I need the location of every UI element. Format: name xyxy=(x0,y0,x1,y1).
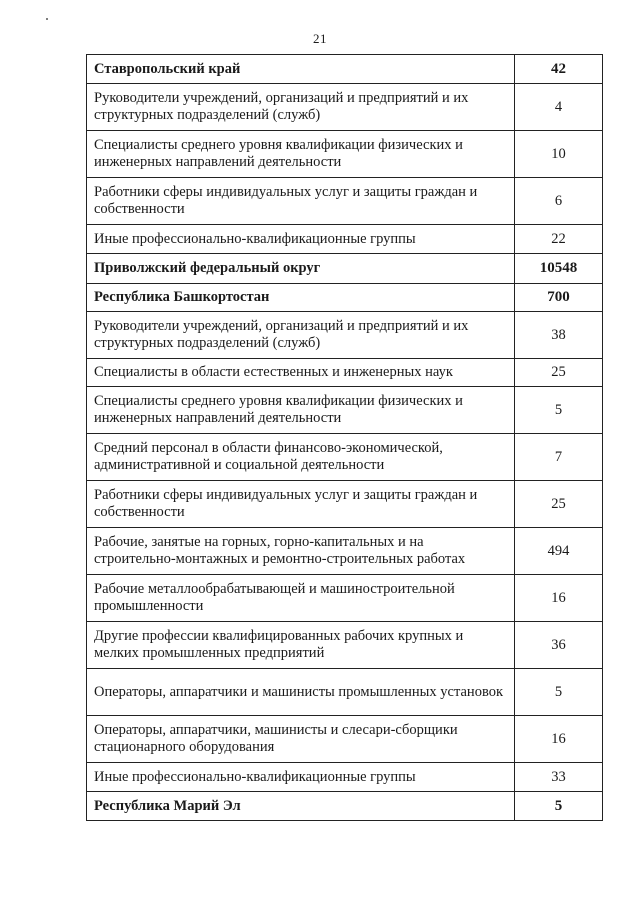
row-name: Другие профессии квалифицированных рабочих крупных и мелких промышленных предприятий xyxy=(87,622,515,669)
row-value: 25 xyxy=(515,359,603,387)
row-name: Иные профессионально-квалификационные группы xyxy=(87,225,515,254)
quota-table xyxy=(86,54,603,821)
row-name: Операторы, аппаратчики и машинисты промышленных установок xyxy=(87,669,515,716)
page-number: 21 xyxy=(313,31,327,46)
row-name: Средний персонал в области финансово-экономической, административной и социальной деятельности xyxy=(87,434,515,481)
row-value: 7 xyxy=(515,434,603,481)
row-name: Работники сферы индивидуальных услуг и защиты граждан и собственности xyxy=(87,178,515,225)
table-row xyxy=(87,716,603,763)
table-row xyxy=(87,55,603,84)
scan-speck xyxy=(46,18,48,20)
table-row xyxy=(87,792,603,821)
row-name: Рабочие, занятые на горных, горно-капитальных и на строительно-монтажных и ремонтно-строительных работах xyxy=(87,528,515,575)
row-value: 5 xyxy=(515,792,603,821)
row-name: Работники сферы индивидуальных услуг и защиты граждан и собственности xyxy=(87,481,515,528)
row-value: 36 xyxy=(515,622,603,669)
row-value: 4 xyxy=(515,84,603,131)
row-name: Руководители учреждений, организаций и предприятий и их структурных подразделений (служб) xyxy=(87,84,515,131)
row-value: 22 xyxy=(515,225,603,254)
table-row xyxy=(87,312,603,359)
table-row xyxy=(87,284,603,312)
row-name: Рабочие металлообрабатывающей и машиностроительной промышленности xyxy=(87,575,515,622)
row-value: 42 xyxy=(515,55,603,84)
row-value: 5 xyxy=(515,387,603,434)
row-value: 25 xyxy=(515,481,603,528)
row-name: Республика Марий Эл xyxy=(87,792,515,821)
row-value: 33 xyxy=(515,763,603,792)
row-value: 494 xyxy=(515,528,603,575)
row-value: 10548 xyxy=(515,254,603,284)
row-value: 16 xyxy=(515,575,603,622)
row-name: Руководители учреждений, организаций и предприятий и их структурных подразделений (служб) xyxy=(87,312,515,359)
table-row xyxy=(87,528,603,575)
row-value: 6 xyxy=(515,178,603,225)
row-name: Республика Башкортостан xyxy=(87,284,515,312)
table-row xyxy=(87,225,603,254)
table-row xyxy=(87,669,603,716)
table-row xyxy=(87,387,603,434)
row-value: 16 xyxy=(515,716,603,763)
row-name: Специалисты среднего уровня квалификации физических и инженерных направлений деятельности xyxy=(87,387,515,434)
table-row xyxy=(87,622,603,669)
row-name: Иные профессионально-квалификационные группы xyxy=(87,763,515,792)
table-row xyxy=(87,178,603,225)
row-name: Специалисты среднего уровня квалификации физических и инженерных направлений деятельности xyxy=(87,131,515,178)
table-row xyxy=(87,254,603,284)
row-value: 5 xyxy=(515,669,603,716)
row-name: Ставропольский край xyxy=(87,55,515,84)
row-name: Операторы, аппаратчики, машинисты и слесари-сборщики стационарного оборудования xyxy=(87,716,515,763)
table-row xyxy=(87,763,603,792)
table-row xyxy=(87,434,603,481)
table-row xyxy=(87,131,603,178)
table-row xyxy=(87,84,603,131)
row-name: Приволжский федеральный округ xyxy=(87,254,515,284)
table-row xyxy=(87,575,603,622)
table-row xyxy=(87,359,603,387)
row-value: 10 xyxy=(515,131,603,178)
row-value: 700 xyxy=(515,284,603,312)
row-value: 38 xyxy=(515,312,603,359)
row-name: Специалисты в области естественных и инженерных наук xyxy=(87,359,515,387)
table-row xyxy=(87,481,603,528)
